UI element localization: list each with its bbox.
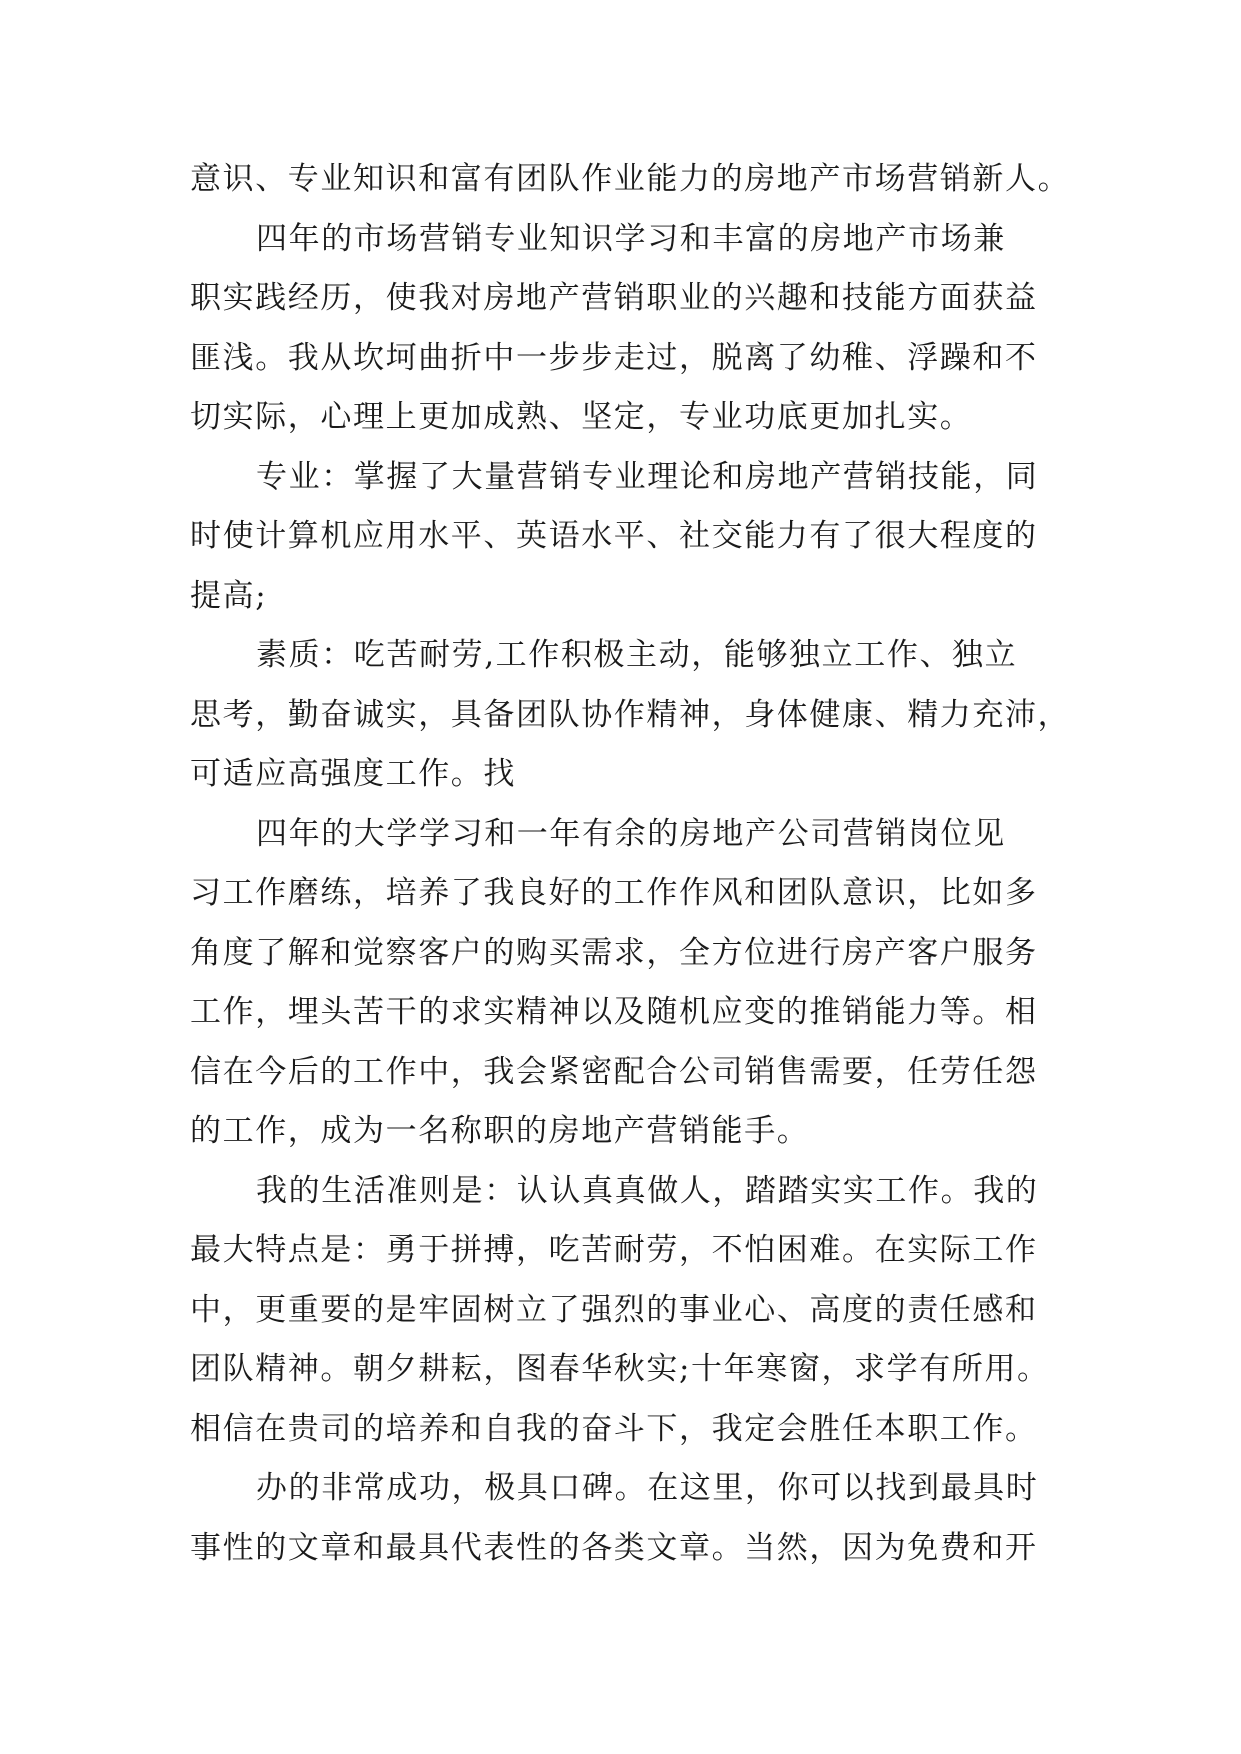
text-line: 最大特点是：勇于拼搏，吃苦耐劳，不怕困难。在实际工作 bbox=[190, 1232, 1038, 1268]
text-line: 事性的文章和最具代表性的各类文章。当然，因为免费和开 bbox=[190, 1529, 1038, 1566]
text-line: 相信在贵司的培养和自我的奋斗下，我定会胜任本职工作。 bbox=[190, 1410, 1038, 1447]
text-line: 切实际，心理上更加成熟、坚定，专业功底更加扎实。 bbox=[190, 399, 973, 435]
paragraph-start-line: 办的非常成功，极具口碑。在这里，你可以找到最具时 bbox=[256, 1470, 1039, 1506]
text-line: 职实践经历，使我对房地产营销职业的兴趣和技能方面获益 bbox=[190, 280, 1038, 316]
body-text bbox=[190, 150, 1071, 1578]
text-line: 信在今后的工作中，我会紧密配合公司销售需要，任劳任怨 bbox=[190, 1053, 1038, 1090]
paragraph-start-line: 四年的大学学习和一年有余的房地产公司营销岗位见 bbox=[256, 815, 1006, 852]
text-line: 时使计算机应用水平、英语水平、社交能力有了很大程度的 bbox=[190, 518, 1038, 554]
paragraph-start-line: 我的生活准则是：认认真真做人，踏踏实实工作。我的 bbox=[256, 1172, 1039, 1209]
paragraph-start-line: 素质：吃苦耐劳,工作积极主动，能够独立工作、独立 bbox=[256, 637, 1018, 673]
text-line: 角度了解和觉察客户的购买需求，全方位进行房产客户服务 bbox=[190, 934, 1038, 971]
text-line: 可适应高强度工作。找 bbox=[190, 756, 516, 792]
text-line: 工作，埋头苦干的求实精神以及随机应变的推销能力等。相 bbox=[190, 994, 1038, 1030]
text-line: 提高; bbox=[190, 577, 268, 614]
paragraph-start-line: 专业：掌握了大量营销专业理论和房地产营销技能，同 bbox=[256, 458, 1039, 495]
text-line: 思考，勤奋诚实，具备团队协作精神，身体健康、精力充沛， bbox=[190, 696, 1071, 733]
text-line: 匪浅。我从坎坷曲折中一步步走过，脱离了幼稚、浮躁和不 bbox=[190, 339, 1038, 376]
text-line: 团队精神。朝夕耕耘，图春华秋实;十年寒窗，求学有所用。 bbox=[190, 1351, 1050, 1387]
text-line: 的工作，成为一名称职的房地产营销能手。 bbox=[190, 1113, 810, 1149]
text-line: 意识、专业知识和富有团队作业能力的房地产市场营销新人。 bbox=[190, 161, 1071, 197]
paragraph-start-line: 四年的市场营销专业知识学习和丰富的房地产市场兼 bbox=[256, 220, 1006, 257]
text-line: 中，更重要的是牢固树立了强烈的事业心、高度的责任感和 bbox=[190, 1291, 1038, 1328]
text-line: 习工作磨练，培养了我良好的工作作风和团队意识，比如多 bbox=[190, 875, 1038, 911]
